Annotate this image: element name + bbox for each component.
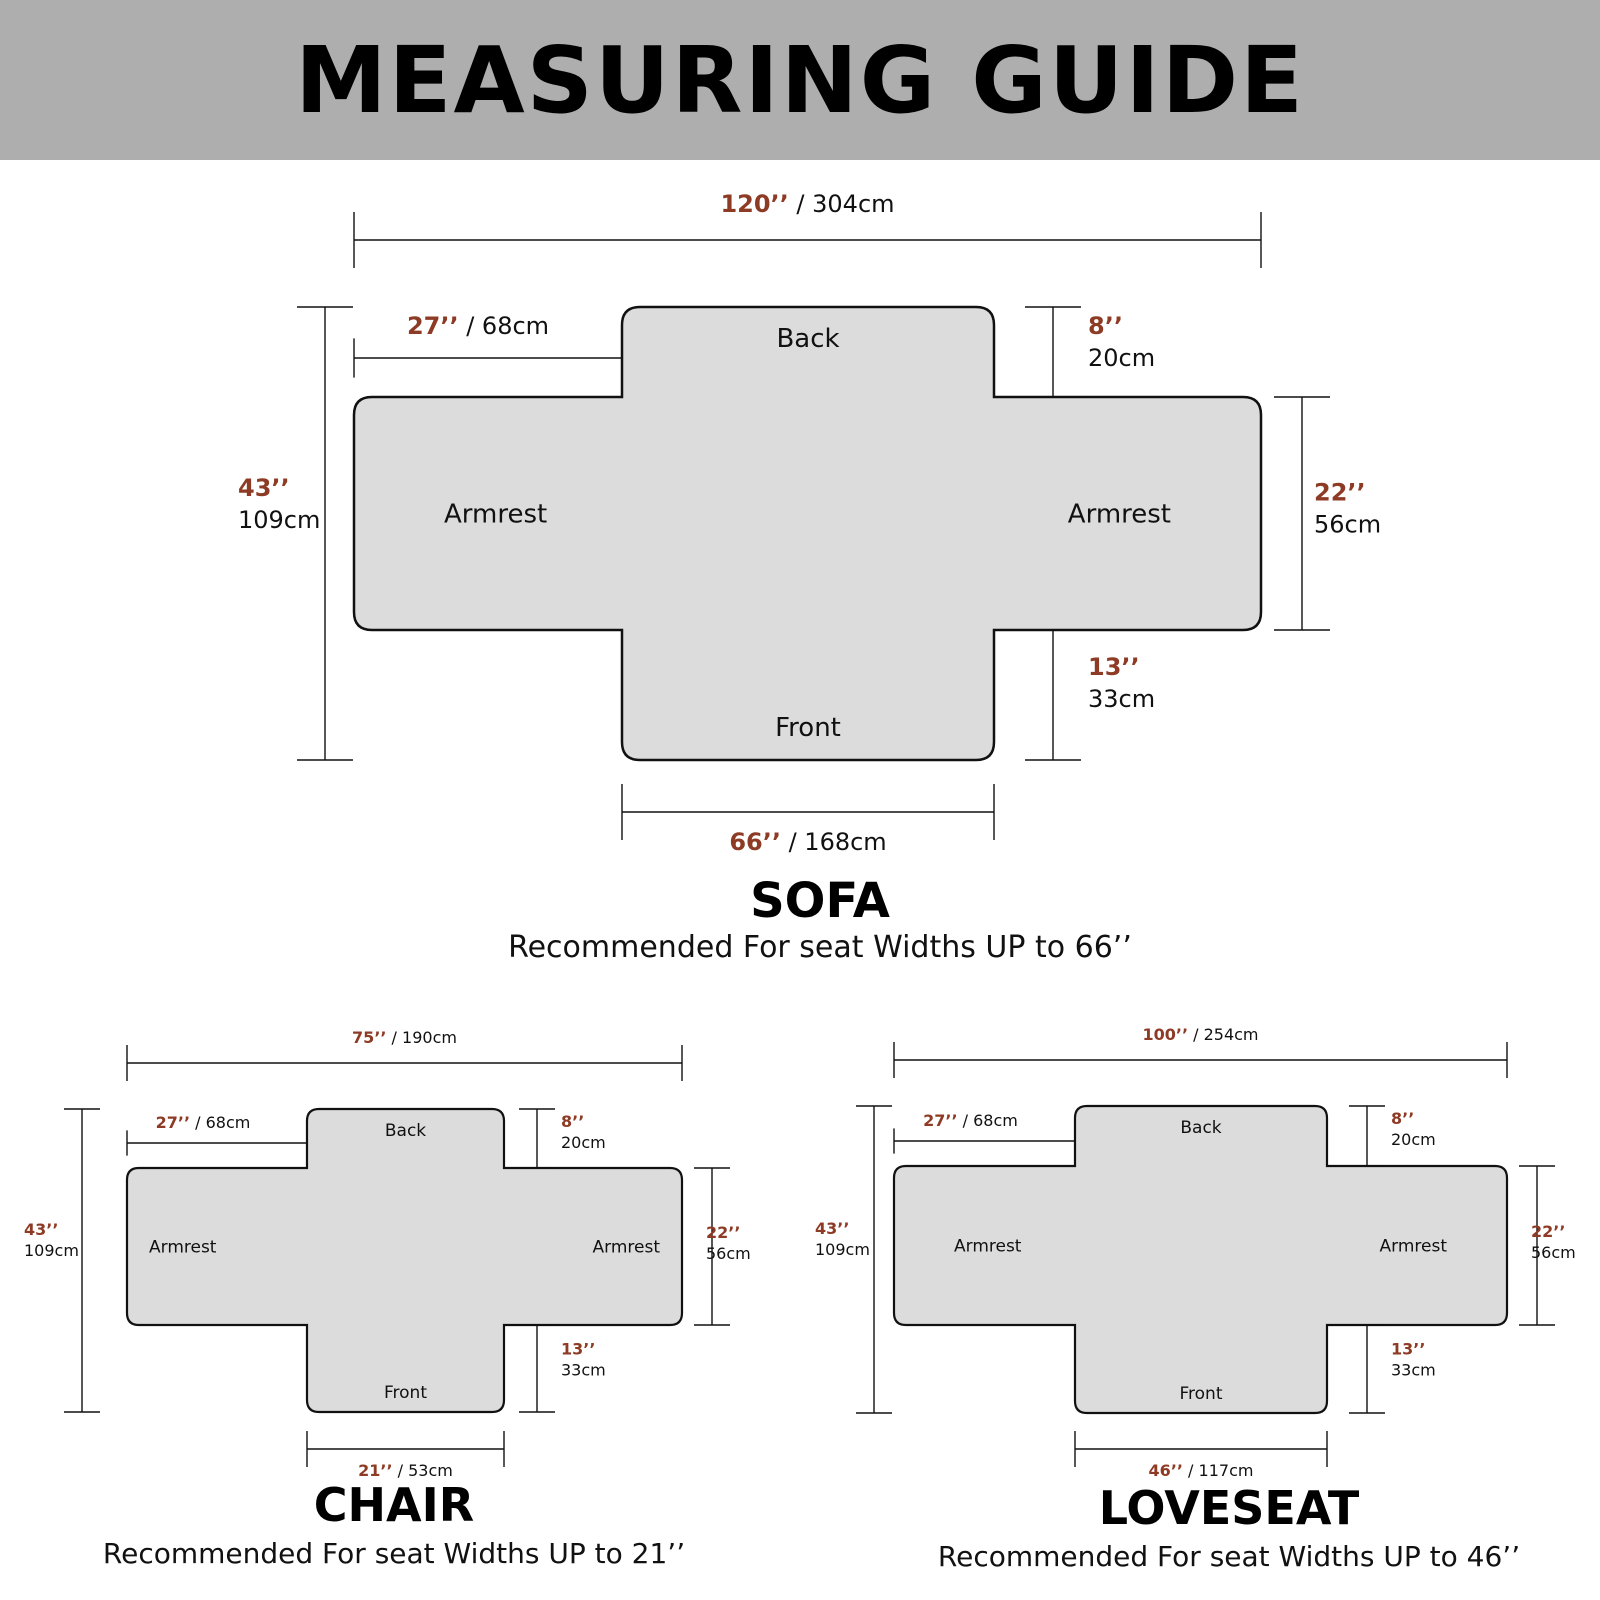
loveseat-armrest-right-label: Armrest	[1379, 1236, 1447, 1257]
sofa-front-label: Front	[775, 713, 841, 743]
loveseat-arm-depth-label-inches: 27’’	[923, 1111, 958, 1130]
chair-back-label: Back	[384, 1121, 427, 1141]
loveseat-arm-height-label-cm: 56cm	[1531, 1243, 1576, 1263]
chair-total-width-label-cm: / 190cm	[386, 1028, 457, 1047]
loveseat-arm-height-label-inches: 22’’	[1531, 1222, 1566, 1242]
loveseat-seat-width-label-cm: / 117cm	[1182, 1461, 1254, 1480]
page-title: MEASURING GUIDE	[295, 26, 1305, 134]
sofa-arm-height-label-cm: 56cm	[1314, 510, 1382, 539]
loveseat-front-label: Front	[1179, 1384, 1223, 1404]
chair-arm-depth-label-cm: / 68cm	[190, 1113, 251, 1132]
sofa-back-height-label-inches: 8’’	[1088, 312, 1123, 341]
chair-diagram	[24, 1028, 751, 1570]
loveseat-total-width-label	[1142, 1025, 1258, 1044]
loveseat-total-width-label-inches: 100’’	[1142, 1025, 1189, 1044]
chair-armrest-right-label: Armrest	[592, 1237, 660, 1258]
sofa-arm-depth-label	[407, 312, 549, 340]
loveseat-back-height-label-cm: 20cm	[1391, 1129, 1436, 1149]
sofa-total-height-label-inches: 43’’	[238, 473, 290, 502]
sofa-title: SOFA	[750, 873, 890, 929]
sofa-front-height-label-cm: 33cm	[1088, 684, 1156, 713]
sofa-seat-width-label-cm: / 168cm	[780, 828, 887, 856]
loveseat-armrest-left-label: Armrest	[954, 1236, 1022, 1257]
loveseat-back-height-label-inches: 8’’	[1391, 1108, 1415, 1128]
chair-arm-height-label-inches: 22’’	[706, 1223, 741, 1243]
sofa-arm-depth-label-cm: / 68cm	[458, 312, 550, 340]
loveseat-total-height-label-inches: 43’’	[815, 1218, 850, 1238]
sofa-diagram	[238, 190, 1381, 965]
chair-seat-width-label-cm: / 53cm	[392, 1461, 453, 1480]
chair-total-height-label-inches: 43’’	[24, 1219, 59, 1239]
sofa-total-width-label	[720, 190, 894, 218]
chair-back-height-label-inches: 8’’	[561, 1111, 585, 1131]
sofa-back-label: Back	[776, 324, 840, 354]
sofa-front-height-label-inches: 13’’	[1088, 652, 1140, 681]
sofa-total-height-label-cm: 109cm	[238, 505, 321, 534]
chair-total-width-label-inches: 75’’	[352, 1028, 387, 1047]
sofa-armrest-right-label: Armrest	[1067, 499, 1171, 530]
sofa-back-height-label-cm: 20cm	[1088, 344, 1156, 373]
sofa-total-width-label-inches: 120’’	[720, 190, 789, 218]
sofa-arm-height-label-inches: 22’’	[1314, 478, 1366, 507]
loveseat-recommendation: Recommended For seat Widths UP to 46’’	[937, 1540, 1521, 1573]
loveseat-total-width-label-cm: / 254cm	[1188, 1025, 1259, 1044]
loveseat-back-label: Back	[1180, 1118, 1222, 1138]
chair-back-height-label-cm: 20cm	[561, 1132, 606, 1152]
loveseat-arm-depth-label	[923, 1111, 1018, 1130]
chair-title: CHAIR	[313, 1478, 475, 1532]
loveseat-front-height-label-inches: 13’’	[1391, 1339, 1426, 1359]
sofa-seat-width-label	[729, 828, 886, 856]
chair-arm-depth-label-inches: 27’’	[155, 1113, 191, 1132]
chair-front-height-label-inches: 13’’	[561, 1339, 596, 1359]
loveseat-title: LOVESEAT	[1098, 1481, 1360, 1535]
chair-arm-height-label-cm: 56cm	[706, 1244, 751, 1264]
sofa-recommendation: Recommended For seat Widths UP to 66’’	[508, 930, 1132, 965]
chair-armrest-left-label: Armrest	[149, 1237, 217, 1258]
loveseat-front-height-label-cm: 33cm	[1391, 1360, 1436, 1380]
loveseat-total-height-label-cm: 109cm	[815, 1239, 870, 1259]
chair-arm-depth-label	[156, 1113, 251, 1132]
loveseat-arm-depth-label-cm: / 68cm	[957, 1111, 1018, 1130]
sofa-seat-width-label-inches: 66’’	[729, 828, 781, 856]
sofa-armrest-left-label: Armrest	[444, 499, 548, 530]
loveseat-seat-width-label	[1149, 1461, 1254, 1480]
sofa-arm-depth-label-inches: 27’’	[406, 312, 459, 340]
chair-front-label: Front	[384, 1383, 427, 1403]
chair-total-height-label-cm: 109cm	[24, 1240, 79, 1260]
chair-seat-width-label-inches: 21’’	[358, 1461, 393, 1480]
chair-recommendation: Recommended For seat Widths UP to 21’’	[102, 1537, 686, 1570]
sofa-total-width-label-cm: / 304cm	[788, 190, 895, 218]
chair-front-height-label-cm: 33cm	[561, 1360, 606, 1380]
chair-total-width-label	[352, 1028, 457, 1047]
loveseat-diagram	[815, 1025, 1576, 1573]
loveseat-seat-width-label-inches: 46’’	[1148, 1461, 1183, 1480]
